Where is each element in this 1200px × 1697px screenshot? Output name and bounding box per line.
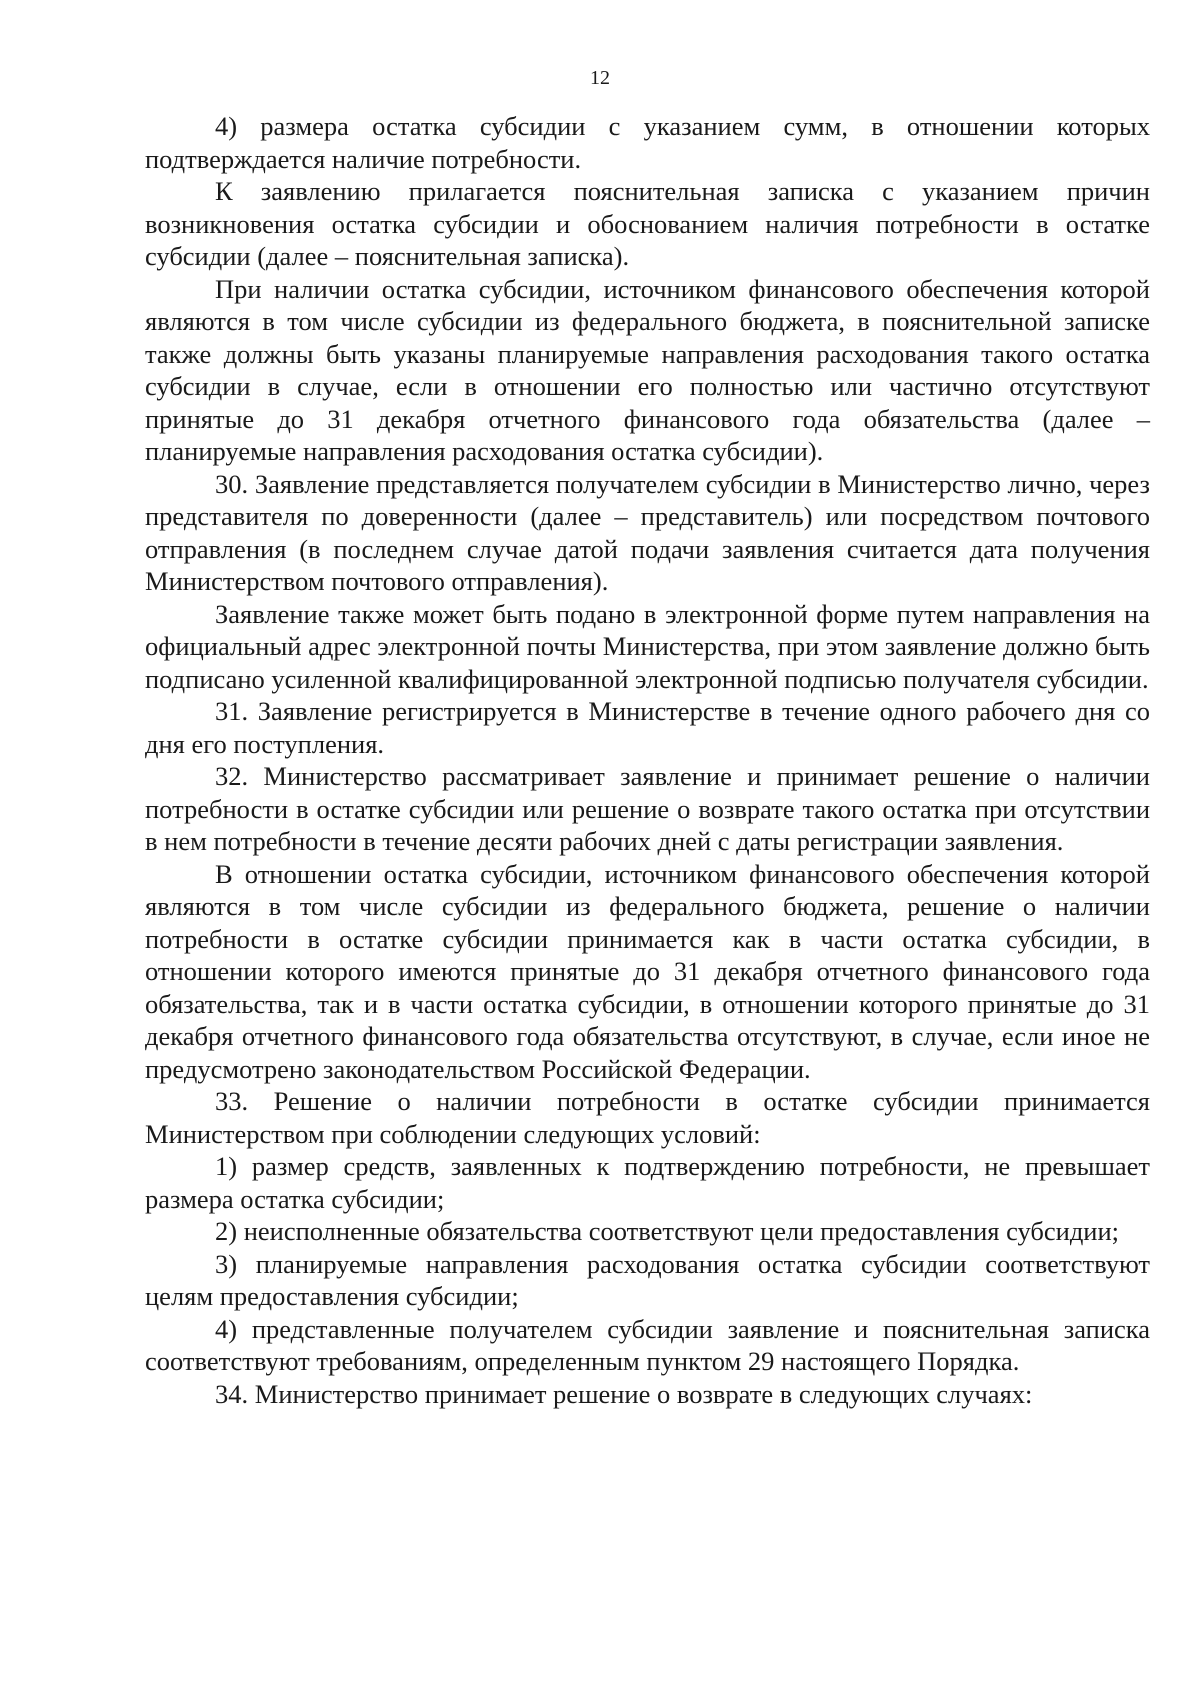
paragraph: 4) размера остатка субсидии с указанием сумм, в отношении которых подтверждается наличие потребности. — [145, 111, 1150, 174]
paragraph-item-31: 31. Заявление регистрируется в Министерстве в течение одного рабочего дня со дня его поступления. — [145, 696, 1150, 759]
paragraph: К заявлению прилагается пояснительная записка с указанием причин возникновения остатка субсидии и обоснованием наличия потребности в остатке субсидии (далее – пояснительная записка). — [145, 176, 1150, 271]
paragraph-item-32: 32. Министерство рассматривает заявление и принимает решение о наличии потребности в остатке субсидии или решение о возврате такого остатка при отсутствии в нем потребности в течение десяти рабочих дней с даты регистрации заявления. — [145, 761, 1150, 856]
paragraph-item-33: 33. Решение о наличии потребности в остатке субсидии принимается Министерством при соблюдении следующих условий: — [145, 1086, 1150, 1149]
page-number: 12 — [590, 67, 610, 89]
list-item: 3) планируемые направления расходования остатка субсидии соответствуют целям предоставления субсидии; — [145, 1248, 1150, 1311]
paragraph: При наличии остатка субсидии, источником финансового обеспечения которой являются в том числе субсидии из федерального бюджета, в пояснительной записке также должны быть указаны планируемые направления расходования такого остатка субсидии в случае, если в отношении его полностью или частично отсутствуют принятые до 31 декабря отчетного финансового года обязательства (далее – планируемые направления расходования остатка субсидии). — [145, 273, 1150, 466]
list-item: 1) размер средств, заявленных к подтверждению потребности, не превышает размера остатка субсидии; — [145, 1151, 1150, 1214]
paragraph-item-34: 34. Министерство принимает решение о возврате в следующих случаях: — [215, 1378, 1033, 1409]
list-item: 2) неисполненные обязательства соответствуют цели предоставления субсидии; — [215, 1216, 1120, 1246]
paragraph: В отношении остатка субсидии, источником финансового обеспечения которой являются в том числе субсидии из федерального бюджета, решение о наличии потребности в остатке субсидии принимается как в части остатка субсидии, в отношении которого имеются принятые до 31 декабря отчетного финансового года обязательства, так и в части остатка субсидии, в отношении которого принятые до 31 декабря отчетного финансового года обязательства отсутствуют, в случае, если иное не предусмотрено законодательством Российской Федерации. — [145, 858, 1150, 1084]
document-body — [145, 110, 1150, 1410]
paragraph-item-30: 30. Заявление представляется получателем субсидии в Министерство лично, через представителя по доверенности (далее – представитель) или посредством почтового отправления (в последнем случае датой подачи заявления считается дата получения Министерством почтового отправления). — [145, 468, 1150, 596]
paragraph: Заявление также может быть подано в электронной форме путем направления на официальный адрес электронной почты Министерства, при этом заявление должно быть подписано усиленной квалифицированной электронной подписью получателя субсидии. — [145, 598, 1150, 694]
list-item: 4) представленные получателем субсидии заявление и пояснительная записка соответствуют требованиям, определенным пунктом 29 настоящего Порядка. — [145, 1313, 1150, 1376]
